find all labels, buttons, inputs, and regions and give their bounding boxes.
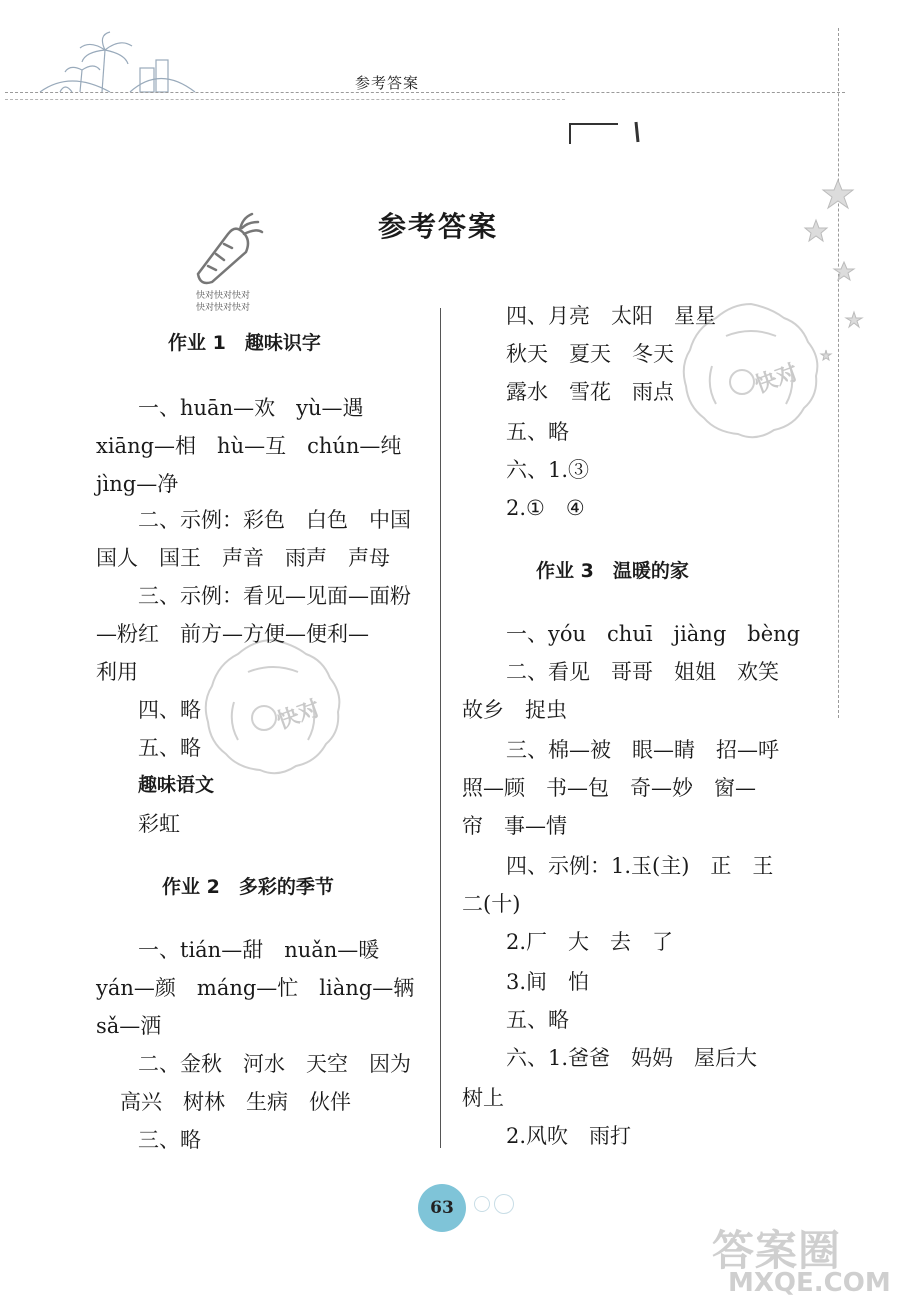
answer-line: 二(十) (462, 892, 521, 916)
answer-line: 2.厂 大 去 了 (506, 930, 674, 954)
answer-line: 3.间 怕 (506, 970, 590, 994)
answer-line: 露水 雪花 雨点 (506, 380, 674, 404)
answer-line: 高兴 树林 生病 伙伴 (120, 1090, 351, 1114)
answer-line: 秋天 夏天 冬天 (506, 342, 674, 366)
answer-line: 六、1.③ (506, 458, 590, 482)
answer-line: 国人 国王 声音 雨声 声母 (96, 546, 390, 570)
column-divider (440, 308, 441, 1148)
stamp-text: 快对 (273, 696, 324, 735)
logo-caption-line: 快对快对快对 (196, 303, 251, 313)
answer-line: 五、略 (138, 736, 201, 760)
watermark-stamp (198, 632, 348, 786)
header-rule (5, 92, 845, 93)
answer-line: 2.风吹 雨打 (506, 1124, 632, 1148)
answer-line: 一、yóu chuī jiàng bèng (506, 622, 801, 646)
decorative-dot (494, 1194, 514, 1214)
stamp-text: 快对 (751, 360, 802, 399)
logo-caption-line: 快对快对快对 (196, 291, 251, 301)
answer-line: 利用 (96, 660, 138, 684)
answer-line: yán—颜 máng—忙 liàng—辆 (96, 976, 415, 1000)
corner-mark (568, 118, 648, 148)
section-title: 作业 3 温暖的家 (536, 560, 689, 582)
answer-line: jìng—净 (96, 472, 179, 496)
answer-line: 四、略 (138, 698, 201, 722)
answer-line: —粉红 前方—方便—便利— (96, 622, 369, 646)
answer-line: 故乡 捉虫 (462, 698, 567, 722)
running-header: 参考答案 (355, 74, 420, 92)
decorative-dot (474, 1196, 490, 1212)
section-title: 作业 2 多彩的季节 (162, 876, 334, 898)
margin-rule (838, 28, 839, 718)
answer-line: 五、略 (506, 420, 569, 444)
page-title: 参考答案 (378, 210, 499, 243)
answer-line: 三、棉—被 眼—睛 招—呼 (506, 738, 779, 762)
answer-line: 二、看见 哥哥 姐姐 欢笑 (506, 660, 779, 684)
section-title: 作业 1 趣味识字 (168, 332, 321, 354)
answer-line: xiāng—相 hù—互 chún—纯 (96, 434, 402, 458)
answer-line: 2.① ④ (506, 496, 585, 520)
answer-line: 四、示例：1.玉(主) 正 王 (506, 854, 774, 878)
header-decoration (10, 30, 200, 100)
answer-line: 二、示例：彩色 白色 中国 (138, 508, 411, 532)
logo-caption (196, 290, 250, 314)
answer-line: 二、金秋 河水 天空 因为 (138, 1052, 411, 1076)
site-watermark: 答案圈 (712, 1226, 842, 1275)
answer-line: 三、略 (138, 1128, 201, 1152)
answer-line: 一、huān—欢 yù—遇 (138, 396, 364, 420)
answer-line: 四、月亮 太阳 星星 (506, 304, 716, 328)
carrot-logo-icon (188, 208, 268, 288)
answer-line: 树上 (462, 1086, 504, 1110)
answer-line: 六、1.爸爸 妈妈 屋后大 (506, 1046, 758, 1070)
site-watermark-url: MXQE.COM (728, 1268, 891, 1298)
header-rule-secondary (5, 99, 565, 100)
answer-line: 照—顾 书—包 奇—妙 窗— (462, 776, 756, 800)
answer-line: 三、示例：看见—见面—面粉 (138, 584, 411, 608)
answer-line: sǎ—洒 (96, 1014, 162, 1038)
answer-line: 帘 事—情 (462, 814, 567, 838)
answer-line: 一、tián—甜 nuǎn—暖 (138, 938, 380, 962)
answer-line: 五、略 (506, 1008, 569, 1032)
subsection-title: 趣味语文 (138, 774, 215, 796)
answer-line: 彩虹 (138, 812, 180, 836)
page-number: 63 (430, 1198, 454, 1218)
